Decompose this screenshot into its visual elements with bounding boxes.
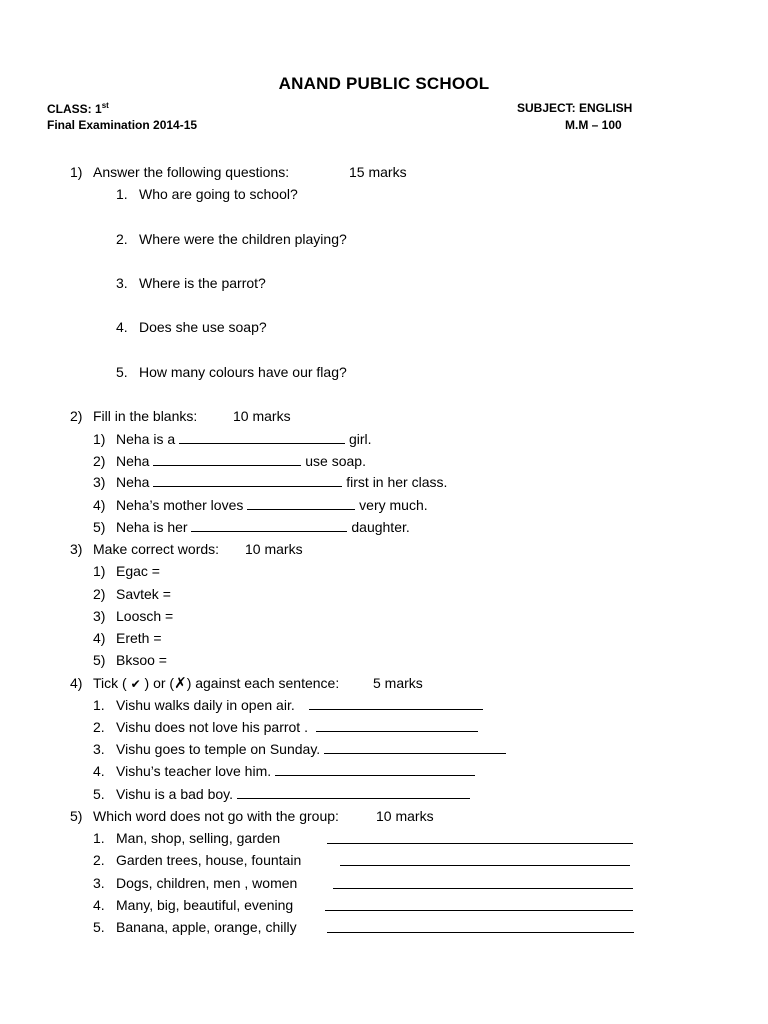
section-title-part-a: Tick ( xyxy=(93,675,127,691)
item-number: 3) xyxy=(93,608,106,624)
item-text: Loosch = xyxy=(116,608,174,624)
group-item xyxy=(93,918,297,936)
max-marks-label: M.M – 100 xyxy=(565,118,622,132)
item-number: 3. xyxy=(93,741,105,757)
item-text: Vishu does not love his parrot . xyxy=(116,719,308,735)
question-item xyxy=(116,185,298,203)
school-title: ANAND PUBLIC SCHOOL xyxy=(278,74,490,93)
answer-blank[interactable] xyxy=(275,763,475,776)
tick-item xyxy=(93,740,506,758)
class-label-text: CLASS: 1 xyxy=(47,102,102,116)
blank-item xyxy=(93,430,372,448)
question-item xyxy=(116,363,347,381)
item-number: 5) xyxy=(93,652,106,668)
section-number: 3) xyxy=(70,541,83,557)
item-text: Where were the children playing? xyxy=(139,231,347,247)
group-item xyxy=(93,829,280,847)
section-4-heading xyxy=(70,674,339,693)
item-number: 1. xyxy=(93,697,105,713)
word-item xyxy=(93,607,173,625)
answer-blank[interactable] xyxy=(327,831,633,844)
tick-item xyxy=(93,785,470,803)
item-number: 1) xyxy=(93,563,106,579)
item-number: 5. xyxy=(93,919,105,935)
answer-blank[interactable] xyxy=(153,474,342,487)
question-item xyxy=(116,230,347,248)
item-number: 4) xyxy=(93,497,106,513)
section-number: 2) xyxy=(70,408,83,424)
item-text-before: Neha xyxy=(116,474,150,490)
item-number: 3. xyxy=(116,275,128,291)
item-number: 5. xyxy=(116,364,128,380)
item-text: Vishu goes to temple on Sunday. xyxy=(116,741,321,757)
item-number: 2. xyxy=(93,852,105,868)
section-number: 4) xyxy=(70,675,83,691)
class-label-sup: st xyxy=(101,101,109,110)
section-title: Which word does not go with the group: xyxy=(93,808,339,824)
answer-blank[interactable] xyxy=(333,876,633,889)
word-item xyxy=(93,629,162,647)
item-number: 3. xyxy=(93,875,105,891)
section-5-marks: 10 marks xyxy=(376,808,434,824)
item-text: Bksoo = xyxy=(116,652,167,668)
answer-blank[interactable] xyxy=(324,741,506,754)
item-number: 1. xyxy=(116,186,128,202)
question-item xyxy=(116,274,266,292)
section-number: 1) xyxy=(70,164,83,180)
section-2-heading xyxy=(70,407,197,425)
item-text: Many, big, beautiful, evening xyxy=(116,897,294,913)
item-text: Egac = xyxy=(116,563,160,579)
item-text: Banana, apple, orange, chilly xyxy=(116,919,297,935)
answer-blank[interactable] xyxy=(247,497,355,510)
exam-label: Final Examination 2014-15 xyxy=(47,118,198,132)
item-text: Man, shop, selling, garden xyxy=(116,830,281,846)
item-text-before: Neha is a xyxy=(116,431,176,447)
group-item xyxy=(93,874,297,892)
item-number: 2) xyxy=(93,453,106,469)
item-text: Vishu is a bad boy. xyxy=(116,786,234,802)
tick-item xyxy=(93,762,475,780)
tick-item xyxy=(93,718,478,736)
item-number: 5. xyxy=(93,786,105,802)
blank-item xyxy=(93,518,410,536)
item-number: 2. xyxy=(116,231,128,247)
answer-blank[interactable] xyxy=(153,453,301,466)
item-number: 3) xyxy=(93,474,106,490)
item-number: 4. xyxy=(93,763,105,779)
blank-item xyxy=(93,473,447,491)
answer-blank[interactable] xyxy=(309,697,483,710)
item-text-after: daughter. xyxy=(351,519,410,535)
section-5-heading xyxy=(70,807,339,825)
tick-item xyxy=(93,696,483,714)
word-item xyxy=(93,562,160,580)
section-1-marks: 15 marks xyxy=(349,164,407,180)
item-text: Who are going to school? xyxy=(139,186,298,202)
subject-label: SUBJECT: ENGLISH xyxy=(517,101,633,115)
answer-blank[interactable] xyxy=(316,719,478,732)
word-item xyxy=(93,651,167,669)
question-item xyxy=(116,318,267,336)
item-text: Where is the parrot? xyxy=(139,275,266,291)
answer-blank[interactable] xyxy=(325,898,633,911)
item-number: 4) xyxy=(93,630,106,646)
section-4-marks: 5 marks xyxy=(373,675,423,691)
class-label xyxy=(47,101,109,116)
item-number: 5) xyxy=(93,519,106,535)
item-number: 4. xyxy=(116,319,128,335)
item-number: 2) xyxy=(93,586,106,602)
answer-blank[interactable] xyxy=(191,519,347,532)
item-text-after: first in her class. xyxy=(346,474,448,490)
group-item xyxy=(93,896,293,914)
item-text: Savtek = xyxy=(116,586,171,602)
item-text-after: very much. xyxy=(359,497,428,513)
item-number: 2. xyxy=(93,719,105,735)
section-title: Fill in the blanks: xyxy=(93,408,198,424)
item-number: 4. xyxy=(93,897,105,913)
item-text: Ereth = xyxy=(116,630,162,646)
item-text: Dogs, children, men , women xyxy=(116,875,298,891)
answer-blank[interactable] xyxy=(327,920,634,933)
section-title-part-c: ) against each sentence: xyxy=(186,675,340,691)
section-title: Answer the following questions: xyxy=(93,164,290,180)
answer-blank[interactable] xyxy=(340,853,630,866)
section-title-part-b: ) or ( xyxy=(144,675,175,691)
item-text: Garden trees, house, fountain xyxy=(116,852,302,868)
item-text: Vishu walks daily in open air. xyxy=(116,697,295,713)
tick-icon: ✔ xyxy=(130,677,141,691)
item-text: Does she use soap? xyxy=(139,319,267,335)
blank-item xyxy=(93,452,366,470)
word-item xyxy=(93,585,171,603)
item-text-after: girl. xyxy=(348,431,372,447)
item-text-after: use soap. xyxy=(305,453,366,469)
section-2-marks: 10 marks xyxy=(233,408,291,424)
item-text-before: Neha is her xyxy=(116,519,188,535)
section-title: Make correct words: xyxy=(93,541,220,557)
item-text-before: Neha’s mother loves xyxy=(116,497,244,513)
section-1-heading xyxy=(70,163,289,181)
answer-blank[interactable] xyxy=(179,431,345,444)
group-item xyxy=(93,851,301,869)
cross-icon: ✗ xyxy=(174,675,187,692)
item-text: Vishu’s teacher love him. xyxy=(116,763,272,779)
item-number: 1. xyxy=(93,830,105,846)
item-text: How many colours have our flag? xyxy=(139,364,347,380)
blank-item xyxy=(93,496,428,514)
item-number: 1) xyxy=(93,431,106,447)
item-text-before: Neha xyxy=(116,453,150,469)
section-number: 5) xyxy=(70,808,83,824)
answer-blank[interactable] xyxy=(237,786,470,799)
section-3-marks: 10 marks xyxy=(245,541,303,557)
section-3-heading xyxy=(70,540,219,558)
